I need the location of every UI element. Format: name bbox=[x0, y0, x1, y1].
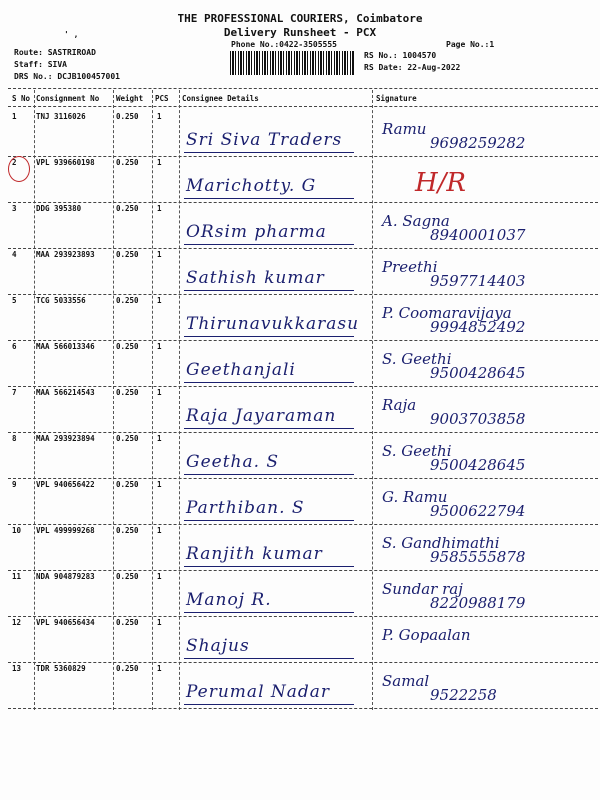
row-consignment: TDR 5360829 bbox=[36, 664, 86, 673]
row-signature-phone: 8220988179 bbox=[430, 594, 526, 612]
row2-annotation: H/R bbox=[415, 168, 467, 198]
row-weight: 0.250 bbox=[116, 572, 139, 581]
row-consignee-name: Thirunavukkarasu bbox=[186, 314, 360, 334]
row-signature-phone: 9500622794 bbox=[430, 502, 526, 520]
row-sno: 6 bbox=[12, 342, 17, 351]
row-pcs: 1 bbox=[157, 434, 162, 443]
rs-number: RS No.: 1004570 bbox=[364, 51, 437, 60]
row-signature-phone: 9994852492 bbox=[430, 318, 526, 336]
circled-row-marker bbox=[8, 156, 30, 182]
col-consignee: Consignee Details bbox=[182, 94, 259, 103]
row-divider bbox=[8, 524, 598, 525]
row-consignee-name: Manoj R. bbox=[186, 590, 272, 610]
row-signature: G. Ramu bbox=[382, 488, 448, 506]
handwriting-underline bbox=[184, 566, 354, 567]
row-signature: S. Geethi bbox=[382, 350, 452, 368]
row-weight: 0.250 bbox=[116, 664, 139, 673]
row-consignee-name: Geethanjali bbox=[186, 360, 296, 380]
phone-number: Phone No.:0422-3505555 bbox=[231, 40, 337, 49]
col-consignment: Consignment No bbox=[36, 94, 100, 103]
row-weight: 0.250 bbox=[116, 204, 139, 213]
row-consignee-name: Perumal Nadar bbox=[186, 682, 331, 702]
col-sno: S No bbox=[12, 94, 31, 103]
row-divider bbox=[8, 708, 598, 709]
page-number: Page No.:1 bbox=[446, 40, 495, 49]
row-consignment: DDG 395380 bbox=[36, 204, 82, 213]
handwriting-underline bbox=[184, 290, 354, 291]
handwriting-underline bbox=[184, 428, 354, 429]
row-pcs: 1 bbox=[157, 342, 162, 351]
row-signature: Samal bbox=[382, 672, 430, 690]
row-signature: Ramu bbox=[382, 120, 427, 138]
row-signature: S. Gandhimathi bbox=[382, 534, 500, 552]
handwriting-underline bbox=[184, 244, 354, 245]
row-signature-phone: 9698259282 bbox=[430, 134, 526, 152]
row-signature: P. Coomaravijaya bbox=[382, 304, 512, 322]
row-signature: A. Sagna bbox=[382, 212, 450, 230]
row-sno: 11 bbox=[12, 572, 22, 581]
row-divider bbox=[8, 294, 598, 295]
handwriting-underline bbox=[184, 152, 354, 153]
row-consignment: TNJ 3116026 bbox=[36, 112, 86, 121]
row-divider bbox=[8, 662, 598, 663]
row-consignee-name: Geetha. S bbox=[186, 452, 280, 472]
handwriting-underline bbox=[184, 704, 354, 705]
row-pcs: 1 bbox=[157, 618, 162, 627]
row-consignment: VPL 940656422 bbox=[36, 480, 95, 489]
company-title: THE PROFESSIONAL COURIERS, Coimbatore bbox=[177, 12, 423, 25]
row-weight: 0.250 bbox=[116, 342, 139, 351]
row-pcs: 1 bbox=[157, 664, 162, 673]
row-weight: 0.250 bbox=[116, 618, 139, 627]
row-consignment: VPL 499999268 bbox=[36, 526, 95, 535]
drs-number: DRS No.: DCJB100457001 bbox=[14, 72, 120, 81]
handwriting-underline bbox=[184, 474, 354, 475]
row-consignment: TCG 5033556 bbox=[36, 296, 86, 305]
row-sno: 1 bbox=[12, 112, 17, 121]
row-sno: 7 bbox=[12, 388, 17, 397]
row-signature: P. Gopaalan bbox=[382, 626, 471, 644]
row-weight: 0.250 bbox=[116, 112, 139, 121]
row-signature-phone: 9522258 bbox=[430, 686, 497, 704]
row-signature: Raja bbox=[382, 396, 417, 414]
col-signature: Signature bbox=[376, 94, 417, 103]
col-line bbox=[372, 90, 373, 710]
row-consignment: MAA 293923893 bbox=[36, 250, 95, 259]
row-signature-phone: 8940001037 bbox=[430, 226, 526, 244]
col-weight: Weight bbox=[116, 94, 144, 103]
barcode-icon bbox=[230, 51, 354, 75]
row-divider bbox=[8, 202, 598, 203]
row-pcs: 1 bbox=[157, 158, 162, 167]
handwriting-underline bbox=[184, 382, 354, 383]
row-consignee-name: Sri Siva Traders bbox=[186, 130, 343, 150]
row-consignee-name: Raja Jayaraman bbox=[186, 406, 337, 426]
row-divider bbox=[8, 386, 598, 387]
col-line bbox=[34, 90, 35, 710]
row-consignment: VPL 939660198 bbox=[36, 158, 95, 167]
row-consignee-name: Shajus bbox=[186, 636, 250, 656]
row-signature: Sundar raj bbox=[382, 580, 463, 598]
row-consignee-name: Sathish kumar bbox=[186, 268, 325, 288]
row-sno: 3 bbox=[12, 204, 17, 213]
handwriting-underline bbox=[184, 520, 354, 521]
row-consignment: NDA 904879283 bbox=[36, 572, 95, 581]
row-pcs: 1 bbox=[157, 388, 162, 397]
handwriting-underline bbox=[184, 658, 354, 659]
row-weight: 0.250 bbox=[116, 434, 139, 443]
row-weight: 0.250 bbox=[116, 480, 139, 489]
row-divider bbox=[8, 616, 598, 617]
row-sno: 5 bbox=[12, 296, 17, 305]
row-signature-phone: 9597714403 bbox=[430, 272, 526, 290]
col-line bbox=[152, 90, 153, 710]
row-consignment: MAA 566214543 bbox=[36, 388, 95, 397]
row-weight: 0.250 bbox=[116, 296, 139, 305]
row-consignment: VPL 940656434 bbox=[36, 618, 95, 627]
row-sno: 12 bbox=[12, 618, 22, 627]
row-consignment: MAA 566013346 bbox=[36, 342, 95, 351]
row-signature-phone: 9585555878 bbox=[430, 548, 526, 566]
row-sno: 9 bbox=[12, 480, 17, 489]
row-sno: 10 bbox=[12, 526, 22, 535]
row-signature-phone: 9003703858 bbox=[430, 410, 526, 428]
row-divider bbox=[8, 156, 598, 157]
col-line bbox=[179, 90, 180, 710]
row-sno: 4 bbox=[12, 250, 17, 259]
row-consignee-name: ORsim pharma bbox=[186, 222, 327, 242]
row-divider bbox=[8, 570, 598, 571]
row-divider bbox=[8, 248, 598, 249]
header-divider bbox=[8, 88, 598, 89]
route: Route: SASTRIROAD bbox=[14, 48, 96, 57]
row-signature: Preethi bbox=[382, 258, 438, 276]
rs-date: RS Date: 22-Aug-2022 bbox=[364, 63, 461, 72]
handwriting-underline bbox=[184, 336, 354, 337]
handwriting-underline bbox=[184, 612, 354, 613]
row-consignee-name: Parthiban. S bbox=[186, 498, 305, 518]
column-divider bbox=[8, 106, 598, 107]
row-pcs: 1 bbox=[157, 204, 162, 213]
row-signature: S. Geethi bbox=[382, 442, 452, 460]
row-sno: 13 bbox=[12, 664, 22, 673]
row-consignee-name: Marichotty. G bbox=[186, 176, 317, 196]
row-pcs: 1 bbox=[157, 572, 162, 581]
row-sno: 8 bbox=[12, 434, 17, 443]
row-consignment: MAA 293923894 bbox=[36, 434, 95, 443]
row-pcs: 1 bbox=[157, 296, 162, 305]
row-weight: 0.250 bbox=[116, 250, 139, 259]
row-pcs: 1 bbox=[157, 480, 162, 489]
col-pcs: PCS bbox=[155, 94, 169, 103]
row-divider bbox=[8, 432, 598, 433]
row-divider bbox=[8, 340, 598, 341]
row-divider bbox=[8, 478, 598, 479]
col-line bbox=[113, 90, 114, 710]
row-sno: 2 bbox=[12, 158, 17, 167]
row-pcs: 1 bbox=[157, 112, 162, 121]
row-pcs: 1 bbox=[157, 526, 162, 535]
row-signature-phone: 9500428645 bbox=[430, 456, 526, 474]
row-weight: 0.250 bbox=[116, 526, 139, 535]
staff: Staff: SIVA bbox=[14, 60, 67, 69]
handwriting-underline bbox=[184, 198, 354, 199]
row-signature-phone: 9500428645 bbox=[430, 364, 526, 382]
margin-marks: ' , bbox=[64, 30, 79, 39]
row-consignee-name: Ranjith kumar bbox=[186, 544, 323, 564]
row-weight: 0.250 bbox=[116, 388, 139, 397]
row-weight: 0.250 bbox=[116, 158, 139, 167]
row-pcs: 1 bbox=[157, 250, 162, 259]
sheet-title: Delivery Runsheet - PCX bbox=[223, 26, 377, 39]
